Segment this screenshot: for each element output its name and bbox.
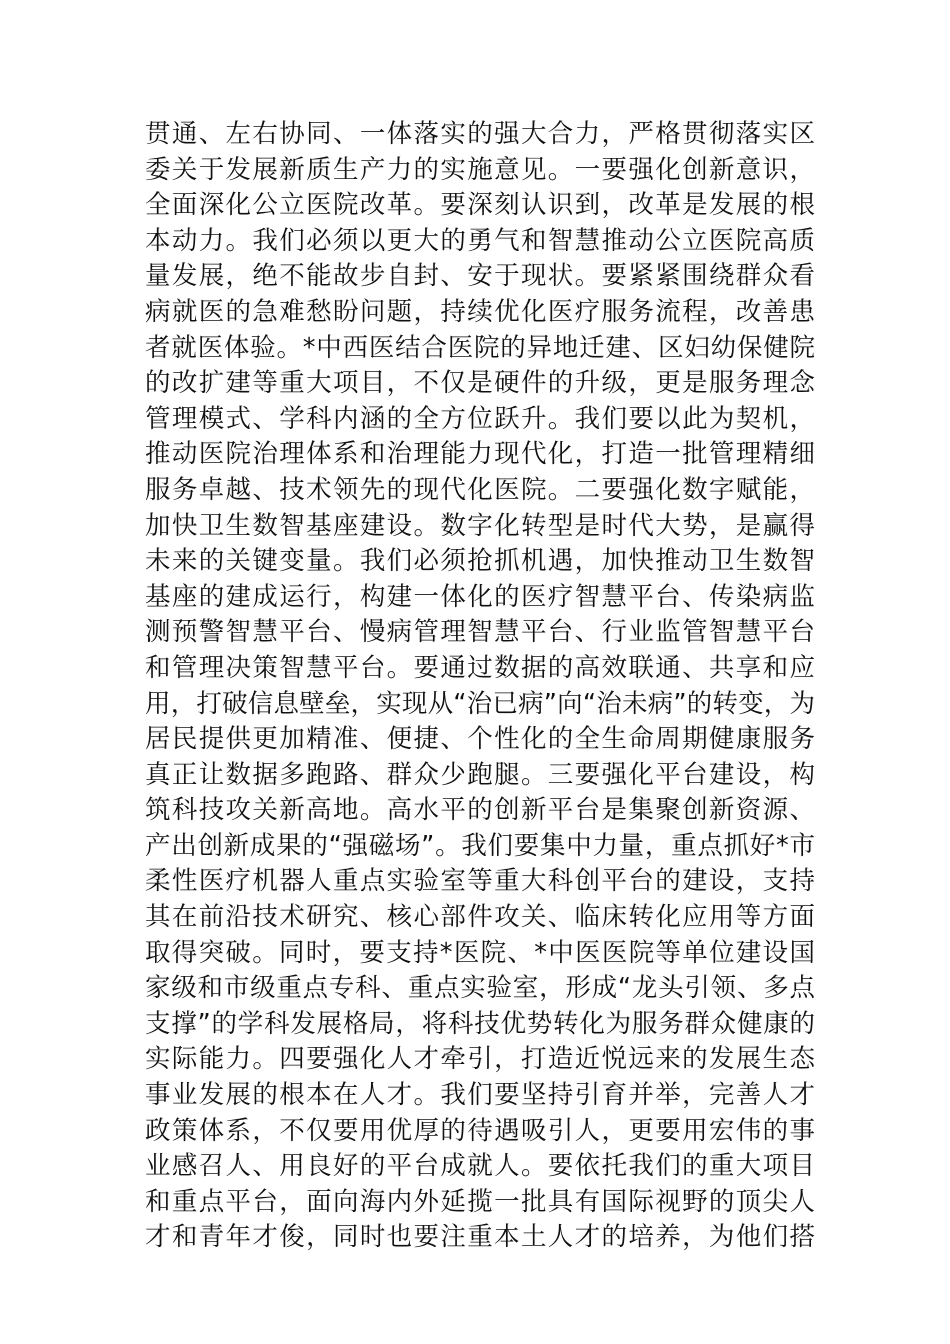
text-line: 的改扩建等重大项目，不仅是硬件的升级，更是服务理念 xyxy=(145,368,815,399)
text-line: 管理模式、学科内涵的全方位跃升。我们要以此为契机， xyxy=(145,403,815,434)
text-line: 其在前沿技术研究、核心部件攻关、临床转化应用等方面 xyxy=(145,902,815,933)
text-line: 真正让数据多跑路、群众少跑腿。三要强化平台建设，构 xyxy=(145,759,815,790)
text-line: 病就医的急难愁盼问题，持续优化医疗服务流程，改善患 xyxy=(145,296,815,327)
text-line: 产出创新成果的“强磁场”。我们要集中力量，重点抓好*市 xyxy=(145,830,815,861)
text-line: 全面深化公立医院改革。要深刻认识到，改革是发展的根 xyxy=(145,190,815,221)
text-line: 才和青年才俊，同时也要注重本土人才的培养，为他们搭 xyxy=(145,1222,815,1253)
text-line: 基座的建成运行，构建一体化的医疗智慧平台、传染病监 xyxy=(145,581,815,612)
text-line: 加快卫生数智基座建设。数字化转型是时代大势，是赢得 xyxy=(145,510,815,541)
text-line: 推动医院治理体系和治理能力现代化，打造一批管理精细 xyxy=(145,439,815,470)
text-line: 贯通、左右协同、一体落实的强大合力，严格贯彻落实区 xyxy=(145,119,815,149)
text-line: 本动力。我们必须以更大的勇气和智慧推动公立医院高质 xyxy=(145,225,815,256)
text-line: 家级和市级重点专科、重点实验室，形成“龙头引领、多点 xyxy=(145,973,815,1004)
text-line: 量发展，绝不能故步自封、安于现状。要紧紧围绕群众看 xyxy=(145,261,815,292)
text-line: 测预警智慧平台、慢病管理智慧平台、行业监管智慧平台 xyxy=(145,617,815,648)
text-line: 者就医体验。*中西医结合医院的异地迁建、区妇幼保健院 xyxy=(145,332,815,363)
text-line: 事业发展的根本在人才。我们要坚持引育并举，完善人才 xyxy=(145,1080,815,1111)
text-line: 委关于发展新质生产力的实施意见。一要强化创新意识， xyxy=(145,154,815,185)
text-line: 业感召人、用良好的平台成就人。要依托我们的重大项目 xyxy=(145,1151,815,1182)
text-line: 服务卓越、技术领先的现代化医院。二要强化数字赋能， xyxy=(145,474,815,505)
text-line: 和管理决策智慧平台。要通过数据的高效联通、共享和应 xyxy=(145,652,815,683)
text-line: 柔性医疗机器人重点实验室等重大科创平台的建设，支持 xyxy=(145,866,815,897)
text-line: 未来的关键变量。我们必须抢抓机遇，加快推动卫生数智 xyxy=(145,546,815,577)
text-line: 实际能力。四要强化人才牵引，打造近悦远来的发展生态 xyxy=(145,1044,815,1075)
text-line: 居民提供更加精准、便捷、个性化的全生命周期健康服务 xyxy=(145,724,815,755)
text-line: 取得突破。同时，要支持*医院、*中医医院等单位建设国 xyxy=(145,937,815,968)
text-line: 用，打破信息壁垒，实现从“治已病”向“治未病”的转变，为 xyxy=(145,688,815,719)
body-paragraph xyxy=(145,117,815,1256)
text-line: 筑科技攻关新高地。高水平的创新平台是集聚创新资源、 xyxy=(145,795,815,826)
text-line: 支撑”的学科发展格局，将科技优势转化为服务群众健康的 xyxy=(145,1008,815,1039)
text-line: 和重点平台，面向海内外延揽一批具有国际视野的顶尖人 xyxy=(145,1186,815,1217)
text-line: 政策体系，不仅要用优厚的待遇吸引人，更要用宏伟的事 xyxy=(145,1115,815,1146)
